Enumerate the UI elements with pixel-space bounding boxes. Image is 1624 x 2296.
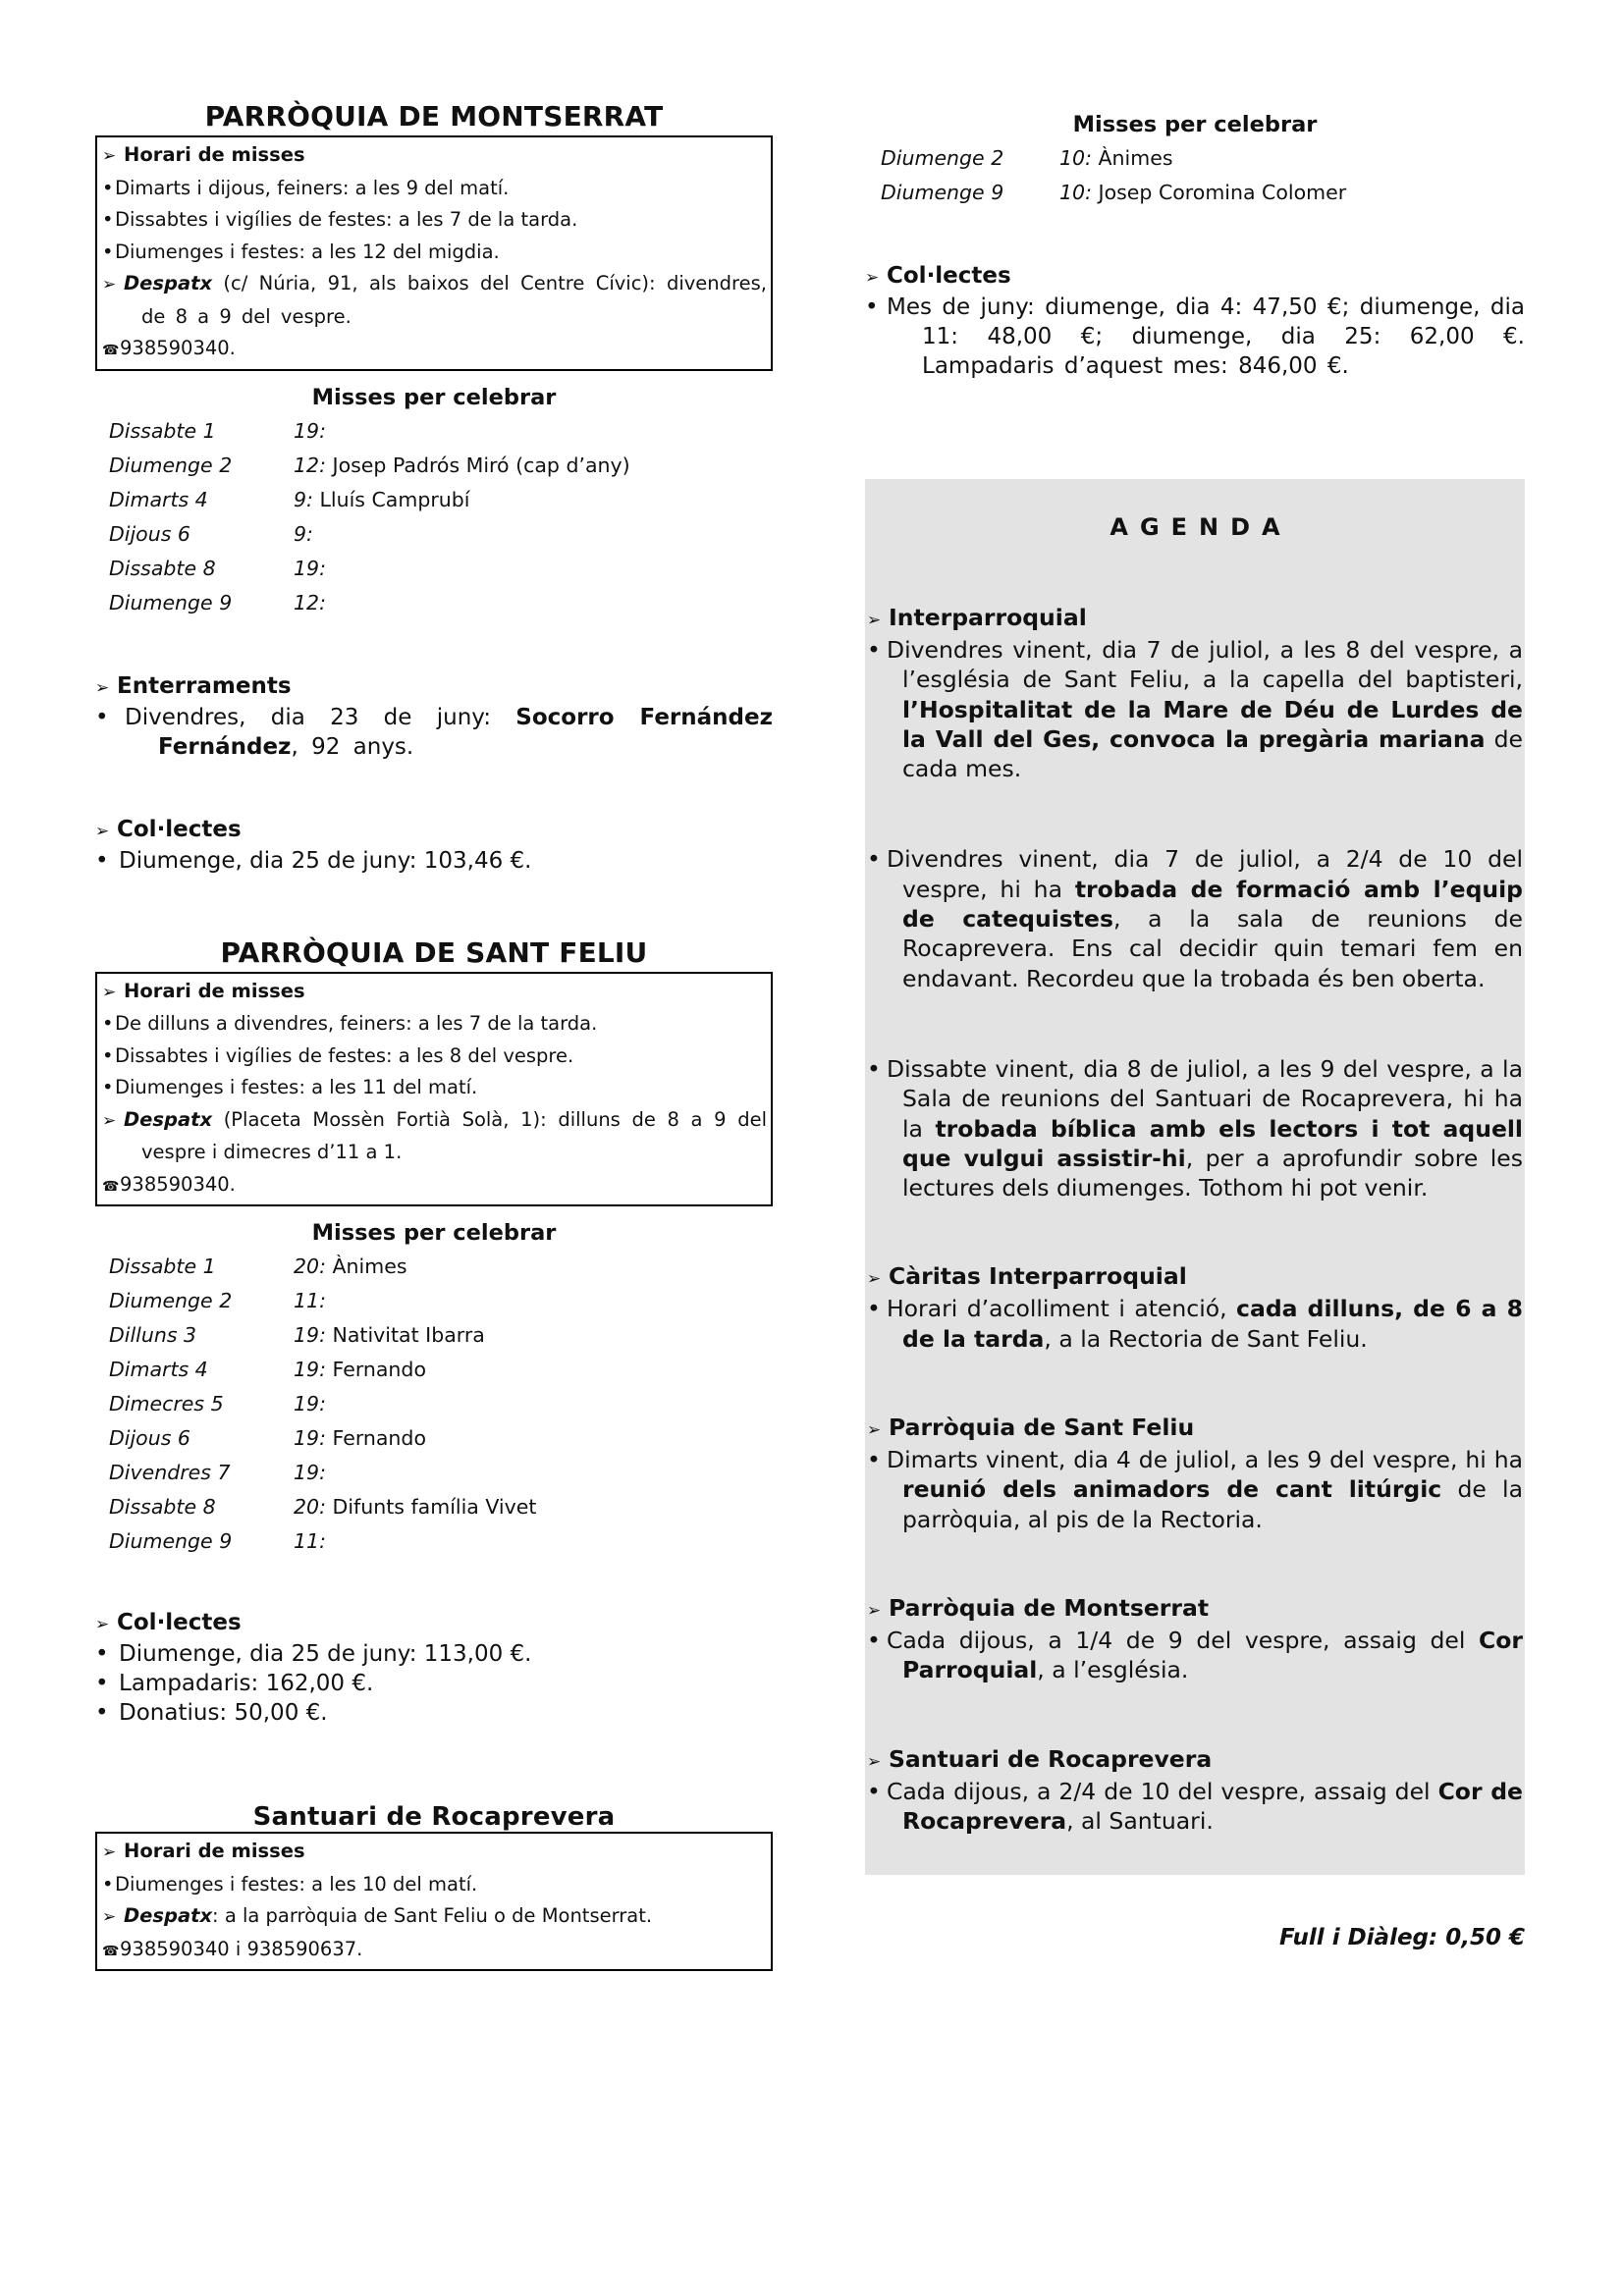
phone-number: 938590340 i 938590637. bbox=[120, 1937, 363, 1960]
arrow-icon: ➢ bbox=[867, 1600, 882, 1621]
burial-item: • Divendres, dia 23 de juny: Socorro Fernández Fernández, 92 anys. bbox=[95, 704, 773, 760]
bullet-icon: • bbox=[102, 1872, 114, 1896]
office-label: Despatx bbox=[124, 1904, 213, 1927]
sanctuary-rocaprevera bbox=[95, 1802, 773, 1971]
agenda-section bbox=[867, 1593, 1523, 1685]
mass-row: Diumenge 2 10: Ànimes bbox=[881, 146, 1173, 170]
collection-item: • Lampadaris: 162,00 €. bbox=[95, 1671, 374, 1696]
agenda-item: • Horari d’acolliment i atenció, cada dilluns, de 6 a 8 de la tarda, a la Rectoria de Sant Feliu. bbox=[867, 1295, 1523, 1353]
arrow-icon: ➢ bbox=[102, 982, 117, 1002]
section-heading: ➢ Col·lectes bbox=[865, 261, 1525, 293]
phone-icon: ☎ bbox=[102, 1178, 120, 1195]
schedule-item: •Diumenges i festes: a les 10 del matí. bbox=[102, 1869, 767, 1901]
mass-row: Diumenge 2 12: Josep Padrós Miró (cap d’any) bbox=[109, 453, 630, 477]
mass-row: Diumenge 9 11: bbox=[109, 1529, 326, 1553]
schedule-box bbox=[95, 1832, 773, 1971]
bullet-icon: • bbox=[102, 1012, 114, 1035]
schedule-box bbox=[95, 972, 773, 1207]
agenda-item: • Divendres vinent, dia 7 de juliol, a 2/4 de 10 del vespre, hi ha trobada de formació amb l’equip de catequistes, a la sala de reunions de Rocaprevera. Ens cal decidir quin temari fem en endavant. Recordeu que la trobada és ben oberta. bbox=[867, 845, 1524, 992]
right-column bbox=[865, 108, 1525, 381]
schedule-heading: Horari de misses bbox=[124, 979, 305, 1002]
agenda-item: • Divendres vinent, dia 7 de juliol, a les 8 del vespre, a l’església de Sant Feliu, a la capella del baptisteri, l’Hospitalitat de la Mare de Déu de Lurdes de la Vall del Ges, convoca la pregària mariana de cada mes. bbox=[867, 636, 1523, 783]
masses-table bbox=[95, 414, 773, 620]
agenda-item: • Cada dijous, a 2/4 de 10 del vespre, assaig del Cor de Rocaprevera, al Santuari. bbox=[867, 1777, 1523, 1835]
mass-row: Dimarts 4 19: Fernando bbox=[109, 1358, 426, 1381]
bullet-icon: • bbox=[867, 1626, 881, 1654]
schedule-heading: Horari de misses bbox=[124, 1840, 305, 1862]
mass-row: Dijous 6 9: bbox=[109, 521, 313, 546]
agenda-section-heading: ➢ Santuari de Rocaprevera bbox=[867, 1744, 1523, 1777]
mass-row: Dissabte 8 19: bbox=[109, 556, 326, 580]
mass-row: Diumenge 9 10: Josep Coromina Colomer bbox=[881, 181, 1347, 204]
arrow-icon: ➢ bbox=[102, 1842, 117, 1862]
mass-row: Dissabte 8 20: Difunts família Vivet bbox=[109, 1495, 537, 1519]
schedule-item: •Diumenges i festes: a les 12 del migdia. bbox=[102, 237, 767, 269]
arrow-icon: ➢ bbox=[867, 1420, 882, 1441]
office-hours: ➢ Despatx: a la parròquia de Sant Feliu o de Montserrat. bbox=[102, 1900, 767, 1934]
schedule-item: •Diumenges i festes: a les 11 del matí. bbox=[102, 1072, 767, 1104]
burials-section bbox=[95, 671, 773, 762]
parish-title: PARRÒQUIA DE SANT FELIU bbox=[220, 935, 648, 969]
agenda-panel bbox=[865, 479, 1525, 1875]
arrow-icon: ➢ bbox=[102, 1907, 117, 1927]
masses-title: Misses per celebrar bbox=[311, 384, 557, 410]
mass-row: Diumenge 2 11: bbox=[109, 1289, 326, 1312]
schedule-heading: Horari de misses bbox=[124, 143, 305, 166]
bullet-icon: • bbox=[867, 1295, 881, 1323]
arrow-icon: ➢ bbox=[95, 1615, 110, 1634]
bullet-icon: • bbox=[102, 208, 114, 231]
bullet-icon: • bbox=[867, 845, 881, 874]
mass-row: Divendres 7 19: bbox=[109, 1461, 326, 1484]
bullet-icon: • bbox=[867, 1054, 881, 1083]
agenda-title: AGENDA bbox=[1110, 513, 1292, 541]
bullet-icon: • bbox=[102, 176, 114, 199]
bullet-icon: • bbox=[95, 1700, 109, 1726]
mass-row: Diumenge 9 12: bbox=[109, 590, 326, 614]
office-label: Despatx bbox=[124, 1107, 213, 1131]
sanctuary-title: Santuari de Rocaprevera bbox=[252, 1802, 616, 1832]
mass-row: Dijous 6 19: Fernando bbox=[109, 1426, 426, 1450]
collections-section bbox=[865, 261, 1525, 381]
price-label: Full i Diàleg: 0,50 € bbox=[1279, 1925, 1525, 1950]
agenda-item: • Cada dijous, a 1/4 de 9 del vespre, assaig del Cor Parroquial, a l’església. bbox=[867, 1626, 1523, 1684]
schedule-item: •De dilluns a divendres, feiners: a les 7 de la tarda. bbox=[102, 1008, 767, 1041]
arrow-icon: ➢ bbox=[867, 1751, 882, 1772]
arrow-icon: ➢ bbox=[102, 275, 117, 294]
masses-table bbox=[95, 1250, 773, 1559]
agenda-section bbox=[867, 1413, 1523, 1534]
collection-item: • Mes de juny: diumenge, dia 4: 47,50 €; diumenge, dia 11: 48,00 €; diumenge, dia 25: 62,00 €. Lampadaris d’aquest mes: 846,00 €. bbox=[865, 294, 1525, 379]
office-label: Despatx bbox=[124, 272, 213, 294]
bullet-icon: • bbox=[95, 1671, 109, 1696]
section-heading: ➢ Enterraments bbox=[95, 671, 773, 703]
masses-table bbox=[865, 141, 1525, 210]
agenda-section-heading: ➢ Interparroquial bbox=[867, 603, 1523, 635]
bullet-icon: • bbox=[102, 1043, 114, 1067]
schedule-item: •Dimarts i dijous, feiners: a les 9 del matí. bbox=[102, 173, 767, 205]
bullet-icon: • bbox=[865, 294, 879, 320]
collections-section bbox=[95, 815, 773, 876]
deceased-name: Socorro Fernández Fernández bbox=[158, 704, 773, 760]
section-heading: ➢ Col·lectes bbox=[95, 1608, 773, 1639]
parish-title: PARRÒQUIA DE MONTSERRAT bbox=[204, 100, 664, 133]
agenda-section bbox=[867, 603, 1523, 1202]
phone-icon: ☎ bbox=[102, 343, 120, 358]
arrow-icon: ➢ bbox=[102, 146, 117, 166]
phone-number: 938590340. bbox=[120, 1172, 236, 1196]
bullet-icon: • bbox=[95, 1641, 109, 1667]
agenda-item: • Dissabte vinent, dia 8 de juliol, a les 9 del vespre, a la Sala de reunions del Santuari de Rocaprevera, hi ha la trobada bíblica amb els lectors i tot aquell que vulgui assistir-hi, per a aprofundir sobre les lectures dels diumenges. Tothom hi pot venir. bbox=[867, 1054, 1524, 1202]
agenda-section bbox=[867, 1261, 1523, 1354]
phone-icon: ☎ bbox=[102, 1943, 120, 1959]
schedule-box bbox=[95, 135, 773, 371]
office-hours: ➢ Despatx (Placeta Mossèn Fortià Solà, 1): dilluns de 8 a 9 del vespre i dimecres d’11 a 1. bbox=[102, 1104, 767, 1169]
mass-row: Dimecres 5 19: bbox=[109, 1392, 326, 1415]
arrow-icon: ➢ bbox=[867, 611, 882, 630]
office-hours: ➢ Despatx (c/ Núria, 91, als baixos del Centre Cívic): divendres, de 8 a 9 del vespre. bbox=[102, 268, 767, 333]
bullet-icon: • bbox=[102, 1076, 114, 1098]
bullet-icon: • bbox=[102, 240, 114, 263]
agenda-section-heading: ➢ Parròquia de Montserrat bbox=[867, 1593, 1523, 1626]
mass-row: Dimarts 4 9: Lluís Camprubí bbox=[109, 487, 470, 511]
section-heading: ➢ Col·lectes bbox=[95, 815, 773, 846]
masses-title: Misses per celebrar bbox=[1072, 112, 1318, 137]
mass-row: Dilluns 3 19: Nativitat Ibarra bbox=[109, 1323, 485, 1347]
agenda-section-heading: ➢ Parròquia de Sant Feliu bbox=[867, 1413, 1523, 1445]
arrow-icon: ➢ bbox=[867, 1269, 882, 1290]
mass-row: Dissabte 1 19: bbox=[109, 418, 326, 443]
mass-row: Dissabte 1 20: Ànimes bbox=[109, 1255, 407, 1278]
bullet-icon: • bbox=[867, 1777, 881, 1805]
arrow-icon: ➢ bbox=[865, 268, 880, 288]
agenda-section-heading: ➢ Càritas Interparroquial bbox=[867, 1261, 1523, 1294]
collection-item: • Diumenge, dia 25 de juny: 113,00 €. bbox=[95, 1641, 532, 1667]
parish-montserrat bbox=[95, 98, 773, 876]
parish-sant-feliu bbox=[95, 934, 773, 1729]
agenda-body bbox=[865, 603, 1525, 1836]
agenda-section bbox=[867, 1744, 1523, 1837]
schedule-item: •Dissabtes i vigílies de festes: a les 7 de la tarda. bbox=[102, 204, 767, 237]
bullet-icon: • bbox=[867, 636, 881, 664]
schedule-item: •Dissabtes i vigílies de festes: a les 8 del vespre. bbox=[102, 1041, 767, 1073]
left-column bbox=[95, 98, 773, 1971]
collection-item: • Diumenge, dia 25 de juny: 103,46 €. bbox=[95, 847, 532, 874]
bullet-icon: • bbox=[867, 1446, 881, 1474]
arrow-icon: ➢ bbox=[102, 1110, 117, 1131]
collection-item: • Donatius: 50,00 €. bbox=[95, 1700, 328, 1726]
agenda-item: • Dimarts vinent, dia 4 de juliol, a les 9 del vespre, hi ha reunió dels animadors de cant litúrgic de la parròquia, al pis de la Rectoria. bbox=[867, 1446, 1523, 1533]
collections-section bbox=[95, 1608, 773, 1728]
phone-number: 938590340. bbox=[120, 337, 236, 359]
arrow-icon: ➢ bbox=[95, 821, 110, 841]
bullet-icon: • bbox=[95, 704, 109, 730]
masses-title: Misses per celebrar bbox=[311, 1220, 557, 1246]
arrow-icon: ➢ bbox=[95, 677, 110, 698]
bullet-icon: • bbox=[95, 847, 109, 874]
